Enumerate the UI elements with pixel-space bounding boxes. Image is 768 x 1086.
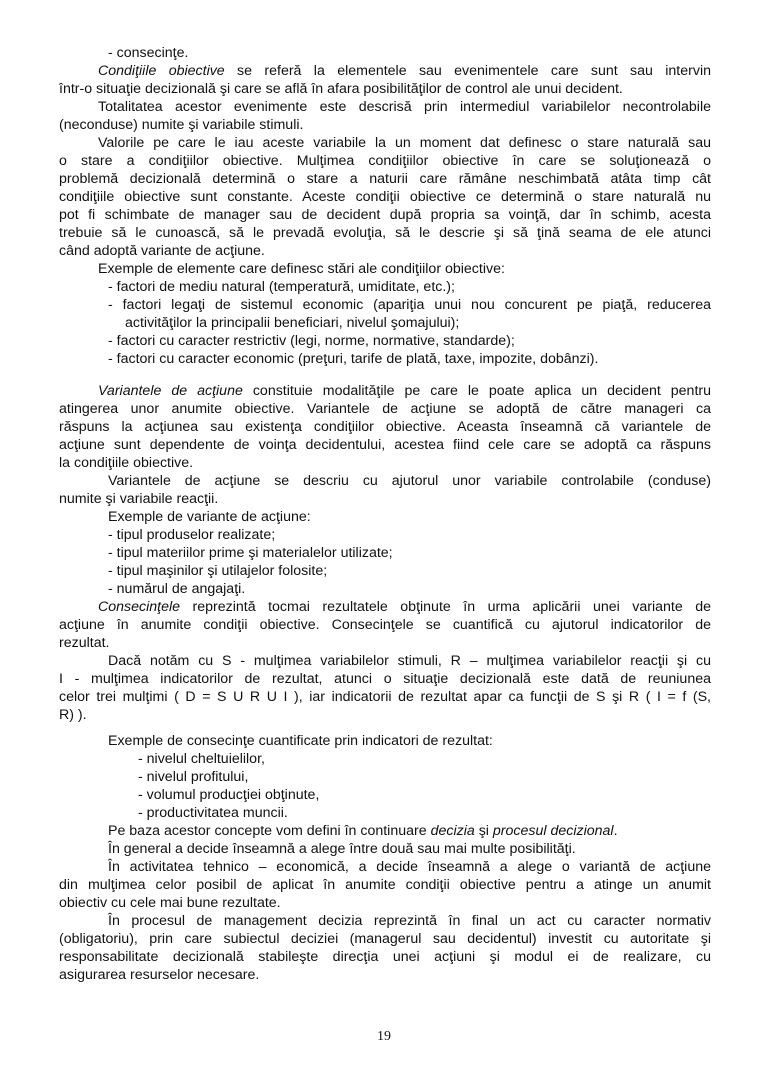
text-segment: - factori legaţi de sistemul economic (apariţia unui nou concurent pe piaţă, reducerea <box>108 297 711 313</box>
text-segment: activităţilor la principalii beneficiari, nivelul şomajului); <box>125 315 460 331</box>
text-segment: condiţiile obiective sunt constante. Aceste condiţii obiective ce determină o stare naturală nu <box>59 189 711 205</box>
text-segment: În activitatea tehnico – economică, a decide înseamnă a alege o variantă de acţiune <box>108 859 711 875</box>
text-segment: reprezintă tocmai rezultatele obţinute în urma aplicării unei variante de <box>180 599 711 615</box>
text-line <box>59 400 711 418</box>
text-line <box>59 224 711 242</box>
text-segment: atingerea unor anumite obiective. Variantele de acţiune se adoptă de către manageri ca <box>59 401 711 417</box>
text-line <box>59 454 711 472</box>
text-line <box>108 350 711 368</box>
text-line <box>98 98 711 116</box>
text-segment: În procesul de management decizia reprezintă în final un act cu caracter normativ <box>108 913 711 929</box>
text-segment: acţiune în anumite condiţii obiective. Consecinţele se cuantifică cu ajutorul indicatorilor de <box>59 617 711 633</box>
text-line <box>98 382 711 400</box>
text-segment: Dacă notăm cu S - mulţimea variabilelor stimuli, R – mulţimea variabilelor reacţii şi cu <box>108 653 711 669</box>
text-segment: Exemple de consecinţe cuantificate prin indicatori de rezultat: <box>108 733 493 749</box>
text-segment: În general a decide înseamnă a alege între două sau mai multe posibilităţi. <box>108 841 576 857</box>
text-line <box>98 598 711 616</box>
text-segment: - nivelul cheltuielilor, <box>138 751 265 767</box>
text-segment: când adoptă variante de acţiune. <box>59 243 265 259</box>
text-segment: şi <box>474 823 493 839</box>
text-line <box>108 296 711 314</box>
text-line <box>59 894 711 912</box>
text-line <box>59 152 711 170</box>
text-segment: constituie modalităţile pe care le poate aplica un decident pentru <box>242 383 711 399</box>
text-line <box>59 490 711 508</box>
text-line <box>59 966 711 984</box>
text-segment: - numărul de angajaţi. <box>108 581 246 597</box>
text-segment: - tipul produselor realizate; <box>108 527 276 543</box>
text-segment: - tipul materiilor prime şi materialelor utilizate; <box>108 545 393 561</box>
text-segment: Totalitatea acestor evenimente este descrisă prin intermediul variabilelor necontrolabile <box>98 99 711 115</box>
text-line <box>59 206 711 224</box>
italic-term: Variantele de acţiune <box>98 383 243 399</box>
text-line <box>108 562 711 580</box>
text-line <box>59 80 711 98</box>
text-segment: problemă decizională determină o stare a naturii care rămâne neschimbată atâta timp cât <box>59 171 711 187</box>
page-number: 19 <box>377 1029 391 1044</box>
text-line <box>108 472 711 490</box>
text-segment: rezultat. <box>59 635 110 651</box>
text-segment: o stare a condiţiilor obiective. Mulţimea condiţiilor obiective în care se soluţionează o <box>59 153 711 169</box>
text-segment: responsabilitate decizională stabileşte direcţia unei acţiuni şi modul ei de realizare, cu <box>59 949 711 965</box>
text-segment: acţiune sunt dependente de voinţa decidentului, acestea fiind cele care se adoptă ca răspuns <box>59 437 711 453</box>
italic-term: Condiţiile obiective <box>98 63 225 79</box>
italic-term: Consecinţele <box>98 599 181 615</box>
text-line <box>98 134 711 152</box>
text-line <box>59 706 711 724</box>
text-segment: - factori de mediu natural (temperatură, umiditate, etc.); <box>108 279 455 295</box>
text-line <box>108 526 711 544</box>
text-line <box>138 768 711 786</box>
text-line <box>59 948 711 966</box>
text-line <box>108 822 711 840</box>
text-line <box>138 750 711 768</box>
text-segment: obiectiv cu cele mai bune rezultate. <box>59 895 281 911</box>
text-segment: I - mulţimea indicatorilor de rezultat, atunci o situaţie decizională este dată de reuniunea <box>59 671 711 687</box>
text-segment: . <box>613 823 618 839</box>
text-segment: Variantele de acţiune se descriu cu ajutorul unor variabile controlabile (conduse) <box>108 473 711 489</box>
text-segment: celor trei mulţimi ( D = S U R U I ), iar indicatorii de rezultat apar ca funcţii de S şi R ( I = f (S, <box>59 689 711 705</box>
text-line <box>125 314 711 332</box>
text-line <box>98 260 711 278</box>
text-line <box>59 418 711 436</box>
text-segment: Pe baza acestor concepte vom defini în continuare <box>108 823 431 839</box>
text-segment: - tipul maşinilor şi utilajelor folosite; <box>108 563 328 579</box>
text-line <box>59 670 711 688</box>
text-line <box>59 188 711 206</box>
text-segment: pot fi schimbate de manager sau de decident după propria sa voinţă, dar în schimb, acesta <box>59 207 711 223</box>
text-line <box>108 544 711 562</box>
text-segment: într-o situaţie decizională şi care se află în afara posibilităţilor de control ale unui decident. <box>59 81 623 97</box>
text-segment: - productivitatea muncii. <box>138 805 288 821</box>
text-line <box>59 116 711 134</box>
text-segment: R) ). <box>59 707 87 723</box>
text-segment: răspuns la acţiunea sau existenţa condiţiilor obiective. Aceasta înseamnă că variantele de <box>59 419 711 435</box>
text-line <box>98 62 711 80</box>
text-line <box>108 508 711 526</box>
text-line <box>59 634 711 652</box>
text-line <box>138 804 711 822</box>
text-line <box>138 786 711 804</box>
text-line <box>59 876 711 894</box>
text-segment: din mulţimea celor posibil de aplicat în anumite condiţii obiective pentru a atinge un anumit <box>59 877 711 893</box>
text-segment: asigurarea resurselor necesare. <box>59 967 260 983</box>
text-line <box>59 930 711 948</box>
text-line <box>59 616 711 634</box>
text-segment: - factori cu caracter restrictiv (legi, norme, normative, standarde); <box>108 333 515 349</box>
text-line <box>108 44 711 62</box>
text-segment: Exemple de variante de acţiune: <box>108 509 311 525</box>
text-line <box>108 840 711 858</box>
text-line <box>108 332 711 350</box>
text-segment: trebuie să le cunoască, să le prevadă evoluţia, să le descrie şi să ţină seama de ele atunci <box>59 225 711 241</box>
text-segment: (obligatoriu), prin care subiectul deciziei (managerul sau decidentul) investit cu autoritate şi <box>59 931 711 947</box>
text-segment: Valorile pe care le iau aceste variabile la un moment dat definesc o stare naturală sau <box>98 135 711 151</box>
italic-term: decizia <box>430 823 475 839</box>
text-segment: se referă la elementele sau evenimentele care sunt sau intervin <box>224 63 711 79</box>
text-segment: - consecinţe. <box>108 45 189 61</box>
text-line <box>59 170 711 188</box>
text-segment: - factori cu caracter economic (preţuri, tarife de plată, taxe, impozite, dobânzi). <box>108 351 599 367</box>
text-segment: (neconduse) numite şi variabile stimuli. <box>59 117 304 133</box>
italic-term: procesul decizional <box>492 823 614 839</box>
text-segment: - volumul producţiei obţinute, <box>138 787 320 803</box>
text-line <box>108 858 711 876</box>
text-line <box>108 580 711 598</box>
text-line <box>59 242 711 260</box>
text-line <box>108 652 711 670</box>
text-line <box>108 732 711 750</box>
text-segment: - nivelul profitului, <box>138 769 249 785</box>
text-line <box>108 278 711 296</box>
text-segment: Exemple de elemente care definesc stări ale condiţiilor obiective: <box>98 261 505 277</box>
text-segment: la condiţiile obiective. <box>59 455 194 471</box>
text-line <box>108 912 711 930</box>
text-segment: numite şi variabile reacţii. <box>59 491 219 507</box>
text-line <box>59 436 711 454</box>
text-line <box>59 688 711 706</box>
